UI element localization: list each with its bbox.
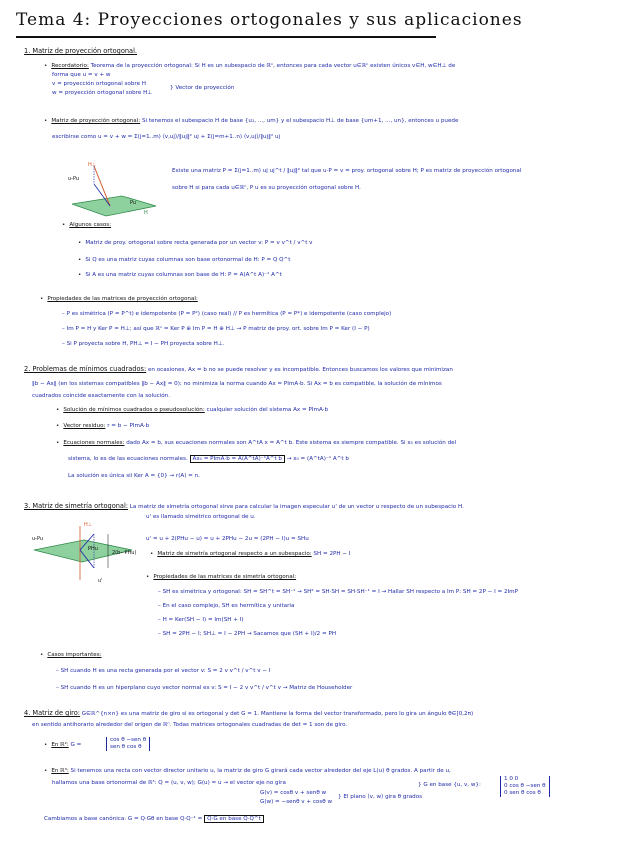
cambio-base-box: Q·G en base Q·Q^t [204,815,264,823]
section-2-line-2: ‖b − Ax‖ (en los sistemas compatibles ‖b − Ax‖ = 0); no minimiza la norma cuando Ax = PImA·b. Si Ax = b es compatible, la solución de mínimos [32,381,442,387]
boxed-formula: Ax₀ = PImA·b = A(A^tA)⁻¹A^t b [190,455,285,463]
giro-r3-row-2: 0 cos θ −sen θ [504,783,546,789]
recordatorio-line: • Recordatorio: Teorema de la proyección ortogonal: Si H es un subespacio de ℝⁿ, entonces para cada vector u∈ℝⁿ existen únicos v∈H, w∈H⊥ de [44,63,456,69]
giro-r3-line-2: hallamos una base ortonormal de ℝ³: Q = (u, v, w); G(u) = u → el vector eje no gira [52,780,286,786]
simetrico-formula: u' = u + 2(PHu − u) = u + 2PHu − 2u = (2PH − I)u = SHu [146,536,309,542]
label-phu: PHu [88,546,98,552]
existe-line-2: sobre H si para cada u∈ℝⁿ, P u es su proyección ortogonal sobre H. [172,185,361,191]
simetria-prop-2: – En el caso complejo, SH es hermítica y unitaria [158,603,295,609]
symmetry-figure [28,520,140,586]
label-u-pu-sym: u-Pu [32,536,44,542]
section-4-heading: 4. Matriz de giro: [24,709,80,717]
giro-r2-row-1: cos θ −sen θ [110,737,147,743]
section-4-line-2: en sentido antihorario alrededor del origen de ℝⁿ. Todas matrices ortogonales cuadradas de det = 1 son de giro. [32,722,348,728]
simetria-prop-3: – H = Ker(SH − I) = Im(SH + I) [158,617,244,623]
w-definition: w = proyección ortogonal sobre H⊥ [52,90,153,96]
matriz-simetria-line: • Matriz de simetría ortogonal respecto a un subespacio: SH = 2PH − I [150,551,351,557]
giro-base-label: } G en base {u, v, w}: [418,782,481,788]
giro-r3-line-1: • En ℝ³: Si tenemos una recta con vector director unitario u, la matriz de giro G girará cada vector alrededor del eje L(u) θ grados. A partir de u, [44,768,451,774]
section-1-heading: 1. Matriz de proyección ortogonal. [24,47,138,55]
caso-recta-simetria: – SH cuando H es una recta generada por el vector v: S = 2 v v^t / v^t v − I [56,668,271,674]
giro-r3-row-3: 0 sen θ cos θ [504,790,541,796]
caso-base: • Si A es una matriz cuyas columnas son base de H: P = A(A^t A)⁻¹ A^t [78,272,282,278]
label-u-prime: u' [98,578,103,584]
giro-r2-label: • En ℝ²: G = [44,742,82,748]
page-title: Tema 4: Proyecciones ortogonales y sus aplicaciones [16,10,523,30]
section-2-heading: 2. Problemas de mínimos cuadrados: [24,365,147,373]
section-3-line-2: u' es llamado simétrico ortogonal de u. [146,514,256,520]
label-h: H [144,210,148,216]
label-hperp: H⊥ [88,162,97,168]
matriz-proyeccion-line: • Matriz de proyección ortogonal: Si tenemos el subespacio H de base {u₁, ..., um} y el subespacio H⊥ de base {um+1, ..., un}, entonces u puede [44,118,459,124]
label-hperp-sym: H⊥ [84,522,93,528]
label-span: 2(b−PHu) [112,550,137,556]
giro-r2-matrix [106,737,150,751]
forma-line: forma que u = v + w [52,72,111,78]
caso-ortonormal: • Si Q es una matriz cuyas columnas son base ortonormal de H: P = Q Q^t [78,257,291,263]
projection-figure [64,160,164,222]
vector-proyeccion-note: } Vector de proyección [170,85,235,91]
giro-r3-gw: G(w) = −senθ v + cosθ w [260,799,333,805]
v-definition: v = proyección ortogonal sobre H [52,81,147,87]
ecuaciones-normales-line: • Ecuaciones normales: dado Ax = b, sus ecuaciones normales son A^tA x = A^t b. Este sistema es siempre compatible. Si x₀ es solución del [56,440,457,446]
giro-r3-gv: G(v) = cosθ v + senθ w [260,790,327,796]
cambio-base-line: Cambiamos a base canónica: G = Q·Gθ en base Q·Q⁻¹ = Q·G en base Q·Q^t [44,816,264,823]
section-3-line-1: 3. Matriz de simetría ortogonal: La matriz de simetría ortogonal sirve para calcular la imagen especular u' de un vector u respecto de un subespacio H. [24,502,464,510]
pseudosolucion-line: • Solución de mínimos cuadrados o pseudosolución: cualquier solución del sistema Ax = PImA·b [56,407,329,413]
giro-r3-matrix [500,776,550,797]
giro-r2-row-2: sen θ cos θ [110,744,142,750]
propiedad-1: – P es simétrica (P = P^t) e idempotente (P = P²) (caso real) // P es hermítica (P = P*) e idempotente (caso complejo) [62,311,392,317]
solucion-unica-line: La solución es única sii Ker A = {0} → r(A) = n. [68,473,200,479]
escribirse-formula: escribirse como u = v + w = Σ(j=1..m) ⟨v,uj⟩/‖uj‖² uj + Σ(j=m+1..n) ⟨v,uj⟩/‖uj‖² uj [52,134,281,140]
propiedades-proyeccion-label: • Propiedades de las matrices de proyección ortogonal: [40,296,198,302]
ecuaciones-normales-line-2: sistema, lo es de las ecuaciones normales. Ax₀ = PImA·b = A(A^tA)⁻¹A^t b → x₀ = (A^tA)⁻¹ A^t b [68,456,349,462]
section-3-heading: 3. Matriz de simetría ortogonal: [24,502,129,510]
propiedades-simetria-label: • Propiedades de las matrices de simetría ortogonal: [146,574,297,580]
algunos-casos-label: • Algunos casos: [62,222,112,228]
vector-residuo-line: • Vector residuo: r = b − PImA·b [56,423,150,429]
propiedad-3: – Si P proyecta sobre H, PH⊥ = I − PH proyecta sobre H⊥. [62,341,225,347]
title-underline [16,36,436,38]
giro-plano-note: } El plano ⟨v, w⟩ gira θ grados [338,794,423,800]
label-u-pu: u-Pu [68,176,80,182]
simetria-prop-4: – SH = 2PH − I; SH⊥ = I − 2PH → Sacamos que (SH + I)/2 = PH [158,631,337,637]
existe-line-1: Existe una matriz P = Σ(j=1..m) uj uj^t / ‖uj‖² tal que u·P = v = proy. ortogonal sobre H; P es matriz de proyección ortogonal [172,168,522,174]
casos-importantes-label: • Casos importantes: [40,652,102,658]
giro-r3-row-1: 1 0 0 [504,776,519,782]
propiedad-2: – Im P = H y Ker P = H⊥; así que ℝⁿ = Ker P ⊕ Im P = H ⊕ H⊥ → P matriz de proy. ort. sobre Im P = Ker (I − P) [62,326,370,332]
section-2-line-3: cuadrados coincide exactamente con la solución. [32,393,171,399]
caso-hiperplano-simetria: – SH cuando H es un hiperplano cuyo vector normal es v: S = I − 2 v v^t / v^t v → Matriz de Householder [56,685,353,691]
caso-recta: • Matriz de proy. ortogonal sobre recta generada por un vector v: P = v v^t / v^t v [78,240,313,246]
simetria-prop-1: – SH es simétrica y ortogonal: SH = SH^t = SH⁻¹ → SH² = SH·SH = SH·SH⁻¹ = I → Hallar SH respecto a Im P: SH = 2P − I = 2ImP [158,589,518,595]
section-2-line-1: 2. Problemas de mínimos cuadrados: en ocasiones, Ax = b no se puede resolver y es incompatible. Entonces buscamos los valores que minimizan [24,365,453,373]
section-4-line-1: 4. Matriz de giro: G∈ℝ^{n×n} es una matriz de giro si es ortogonal y det G = 1. Mantiene la forma del vector transformado, pero lo gira un ángulo θ∈[0,2π) [24,709,474,717]
label-pu: Pu [130,200,137,206]
